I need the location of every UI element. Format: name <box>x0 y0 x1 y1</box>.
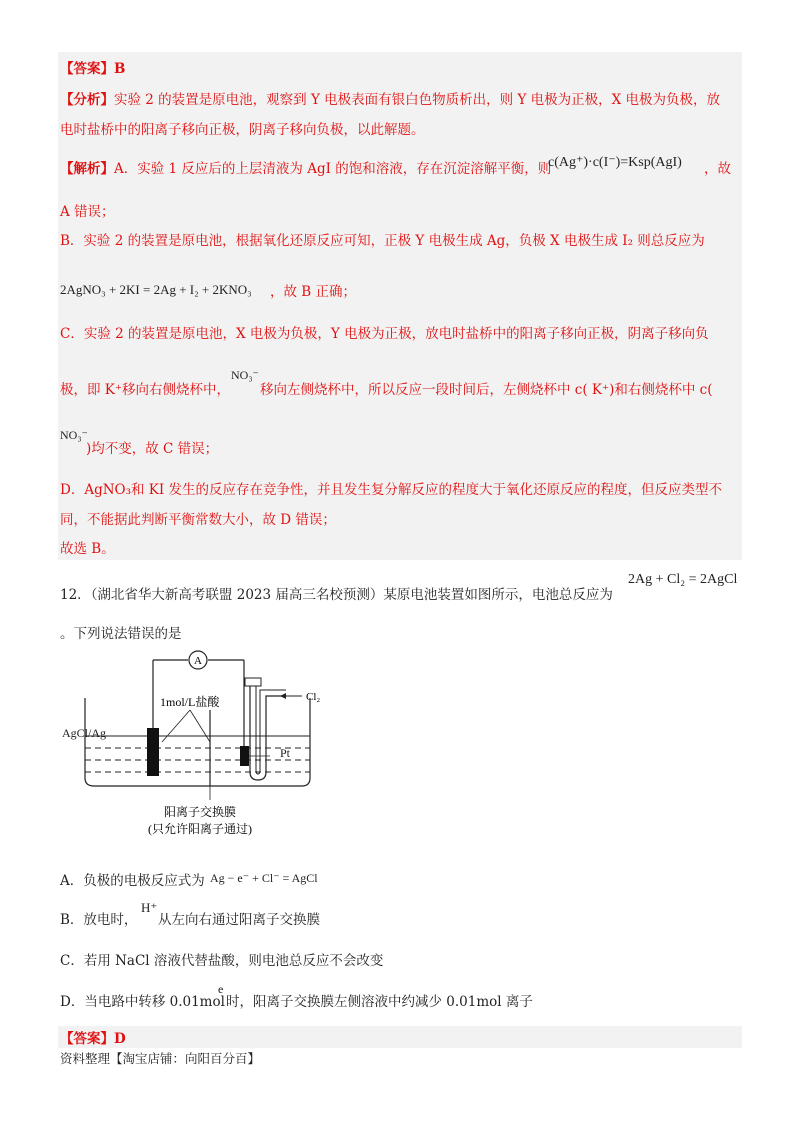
question-text: （湖北省华大新高考联盟 2023 届高三名校预测）某原电池装置如图所示，电池总反应为 <box>90 587 613 603</box>
explain-b-tail: ，故 B 正确； <box>270 284 357 300</box>
option-a-formula: Ag − e⁻ + Cl⁻ = AgCl <box>210 871 318 885</box>
cl2-label: Cl₂ <box>306 691 320 703</box>
explain-b-formula: 2AgNO₃ + 2KI = 2Ag + I₂ + 2KNO₃ <box>60 282 252 297</box>
explain-a-tail: ，故 <box>704 161 731 177</box>
explain-a-line-2: A 错误； <box>60 204 115 220</box>
option-b-text-1: B．放电时， <box>60 912 138 928</box>
option-b <box>60 911 137 929</box>
question-text-2: 。下列说法错误的是 <box>60 626 182 642</box>
answer-next <box>60 1030 126 1048</box>
option-a-text: A．负极的电极反应式为 <box>60 873 205 889</box>
explain-d-line-1: D．AgNO₃和 KI 发生的反应存在竞争性，并且发生复分解反应的程度大于氧化还原反应的程度，但反应类型不 <box>60 482 723 498</box>
analysis-text-2: 电时盐桥中的阳离子移向正极，阴离子移向负极，以此解题。 <box>60 122 425 138</box>
explain-c-line-1: C．实验 2 的装置是原电池，X 电极为负极，Y 电极为正极，放电时盐桥中的阳离子移向正极，阴离子移向负 <box>60 326 709 342</box>
option-c: C．若用 NaCl 溶液代替盐酸，则电池总反应不会改变 <box>60 953 384 969</box>
explain-c-no3-2: NO₃⁻ <box>60 428 88 442</box>
membrane-note: (只允许阳离子通过) <box>148 822 252 836</box>
option-a <box>60 872 205 890</box>
explain-label: 【解析】 <box>60 161 114 177</box>
explain-conclusion: 故选 B。 <box>60 541 115 557</box>
analysis-line-2 <box>60 121 425 139</box>
question-formula: 2Ag + Cl₂ = 2AgCl <box>628 572 738 587</box>
right-electrode-label: Pt <box>280 746 291 760</box>
agcl-ag-electrode <box>147 728 159 776</box>
explain-d-line-2: 同，不能据此判断平衡常数大小，故 D 错误； <box>60 512 336 528</box>
answer-label: 【答案】 <box>60 61 114 77</box>
ammeter-label: A <box>194 655 202 667</box>
question-line <box>60 586 613 604</box>
explain-c-line-3: )均不变，故 C 错误； <box>86 441 219 457</box>
footer-source: 资料整理【淘宝店铺：向阳百分百】 <box>60 1051 261 1066</box>
membrane-label: 阳离子交换膜 <box>163 805 237 819</box>
pt-electrode <box>240 746 249 766</box>
explain-c-line-2a: 极，即 K⁺移向右侧烧杯中， <box>60 382 231 398</box>
explain-a-text: A．实验 1 反应后的上层清液为 AgI 的饱和溶液，存在沉淀溶解平衡，则 <box>114 161 552 177</box>
option-b-text-2: 从左向右通过阳离子交换膜 <box>158 912 320 928</box>
explain-c-line-2b: 移向左侧烧杯中，所以反应一段时间后，左侧烧杯中 c( K⁺)和右侧烧杯中 c( <box>260 382 713 398</box>
left-electrode-label: AgCl/Ag <box>62 726 107 740</box>
option-d <box>60 993 225 1011</box>
option-d-text-1: D．当电路中转移 0.01mol <box>60 994 225 1010</box>
analysis-line-1 <box>60 91 720 109</box>
answer-next-value: D <box>114 1031 126 1047</box>
explain-b-line-1: B．实验 2 的装置是原电池，根据氧化还原反应可知，正极 Y 电极生成 Ag，负极 X 电极生成 I₂ 则总反应为 <box>60 233 705 249</box>
explain-a-line <box>60 160 551 178</box>
option-d-e: e <box>218 982 224 996</box>
answer-value: B <box>114 61 126 77</box>
question-number: 12． <box>60 587 91 603</box>
option-b-ion: H⁺ <box>141 900 158 915</box>
answer-next-label: 【答案】 <box>60 1031 114 1047</box>
answer-prev <box>60 60 125 78</box>
explain-a-formula: c(Ag⁺)·c(I⁻)=Ksp(AgI) <box>548 155 682 170</box>
explain-c-no3: NO₃⁻ <box>231 368 259 382</box>
analysis-text-1: 实验 2 的装置是原电池，观察到 Y 电极表面有银白色物质析出，则 Y 电极为正极，X 电极为负极，放 <box>114 92 721 108</box>
analysis-label: 【分析】 <box>60 92 114 108</box>
answer-next-block <box>58 1026 742 1048</box>
option-d-text-2: 时，阳离子交换膜左侧溶液中约减少 0.01mol 离子 <box>226 994 533 1010</box>
electrolyte-label: 1mol/L盐酸 <box>160 695 220 709</box>
